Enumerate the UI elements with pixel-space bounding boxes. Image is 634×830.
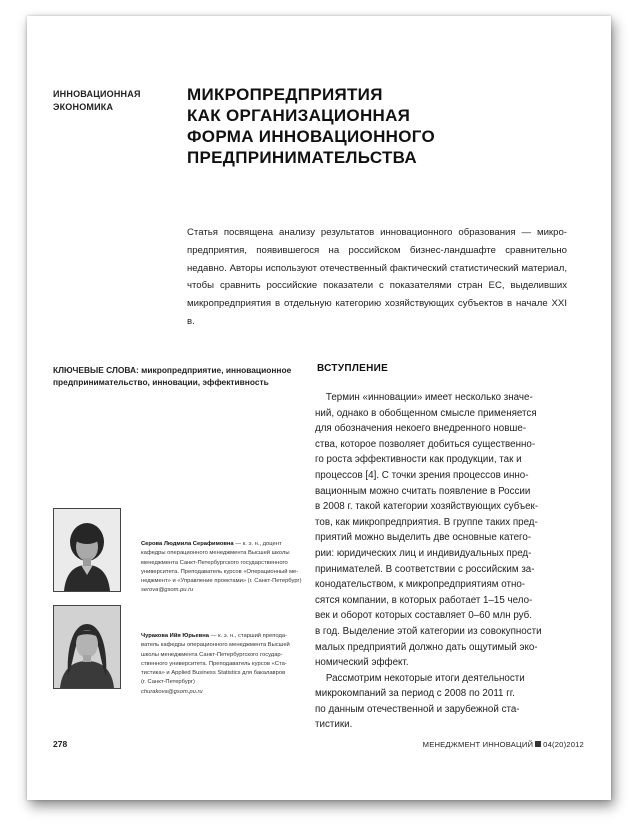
author-email[interactable]: churakova@gsom.pu.ru — [141, 688, 203, 695]
article-title — [187, 84, 567, 168]
body-line: рии: юридических лиц и индивидуальных пред- — [315, 547, 532, 559]
body-line: малых предприятий должно дать ощутимый эко- — [315, 641, 538, 653]
title-line: ПРЕДПРИНИМАТЕЛЬСТВА — [187, 148, 417, 167]
body-line: Термин «инновации» имеет несколько значе- — [315, 392, 533, 403]
journal-name: МЕНЕДЖМЕНТ ИННОВАЦИЙ — [422, 740, 534, 749]
body-line: ний, однако в обобщенном смысле применяется — [315, 407, 537, 419]
author-bio-line: (г. Санкт-Петербург) — [141, 679, 195, 686]
title-line: МИКРОПРЕДПРИЯТИЯ — [187, 85, 383, 104]
author-bio-serova — [141, 540, 301, 596]
author-bio-line: ватель кафедры операционного менеджмента Высшей — [141, 642, 290, 649]
body-line: в 2008 г. такой категории хозяйствующих субъек- — [315, 501, 539, 513]
section-label — [53, 88, 173, 114]
author-bio-churakova — [141, 632, 301, 697]
body-line: ства, которое позволяет добиться существенно- — [315, 438, 536, 450]
author-bio-line: кафедры операционного менеджмента Высшей школы — [141, 550, 290, 557]
section-line: ЭКОНОМИКА — [53, 102, 114, 112]
author-photo-serova — [53, 508, 121, 592]
intro-heading: ВСТУПЛЕНИЕ — [317, 363, 389, 374]
body-line: по данным отечественной и зарубежной ста- — [315, 703, 520, 715]
body-line: тов, как микропредприятия. В группе таких пред- — [315, 516, 538, 528]
author-bio-line: неджмент» и «Управление проектами» (г. Санкт-Петербург) — [141, 578, 302, 585]
body-line: приятий можно выделить две основные катего- — [315, 532, 532, 544]
body-line: тистики. — [315, 719, 353, 731]
intro-body — [315, 390, 570, 733]
page-number: 278 — [53, 739, 68, 749]
keywords: КЛЮЧЕВЫЕ СЛОВА: микропредприятие, инновационное предпринимательство, инновации, эффективность — [53, 365, 292, 387]
journal-footer — [423, 740, 584, 749]
body-line: для обозначения некоего внедренного новше- — [315, 423, 527, 435]
body-line: Рассмотрим некоторые итоги деятельности — [315, 672, 525, 684]
author-bio-line: — к. э. н., доцент — [233, 541, 282, 547]
abstract: Статья посвящена анализу результатов инновационного образования — микро-предприятия, появившегося на российском бизнес-ландшафте сравнительно недавно. Авторы используют отечественный фактический статистический материал, чтобы сравнить российские показатели с показателями стран ЕС, выделивших микропредприятия в отдельную категорию хозяйствующих субъектов в начале XXI в. — [187, 227, 567, 327]
author-bio-line: университета. Преподаватель курсов «Операционный ме- — [141, 568, 299, 575]
author-bio-line: — к. э. н., старший препода- — [209, 633, 288, 639]
body-line: процессов [4]. С точки зрения процессов инно- — [315, 469, 529, 481]
author-bio-line: тистика» и Applied Business Statistics для бакалавров — [141, 670, 286, 677]
author-photo-churakova — [53, 605, 121, 689]
body-line: принимателей. В соответствии с российским за- — [315, 563, 535, 575]
body-line: конодательством, к микропредприятиям отно- — [315, 579, 526, 591]
author-email[interactable]: serova@gsom.pu.ru — [141, 587, 194, 594]
body-line: сятся компании, в которых работает 1–15 чело- — [315, 594, 533, 606]
author-name: Чуракова Ийя Юрьевна — [141, 633, 209, 639]
body-line: го роста эффективности как продукции, так и — [315, 454, 522, 466]
author-name: Серова Людмила Серафимовна — [141, 541, 234, 547]
section-line: ИННОВАЦИОННАЯ — [53, 89, 141, 99]
body-line: микрокомпаний за период с 2008 по 2011 гг. — [315, 688, 515, 700]
author-bio-line: менеджмента Санкт-Петербургского государственного — [141, 559, 288, 566]
title-line: КАК ОРГАНИЗАЦИОННАЯ — [187, 106, 411, 125]
portrait-icon — [54, 606, 120, 688]
portrait-icon — [54, 509, 120, 591]
author-bio-line: школы менеджмента Санкт-Петербургского государ- — [141, 651, 283, 658]
body-line: в год. Выделение этой категории из совокупности — [315, 625, 542, 637]
square-icon — [535, 741, 541, 747]
body-line: век и оборот которых составляет 0–60 млн руб. — [315, 610, 533, 622]
body-line: вационным можно считать появление в России — [315, 485, 531, 497]
title-line: ФОРМА ИННОВАЦИОННОГО — [187, 127, 435, 146]
body-line: номический эффект. — [315, 657, 409, 669]
journal-issue: 04(20)2012 — [543, 740, 584, 749]
author-bio-line: ственного университета. Преподаватель курсов «Ста- — [141, 660, 287, 667]
